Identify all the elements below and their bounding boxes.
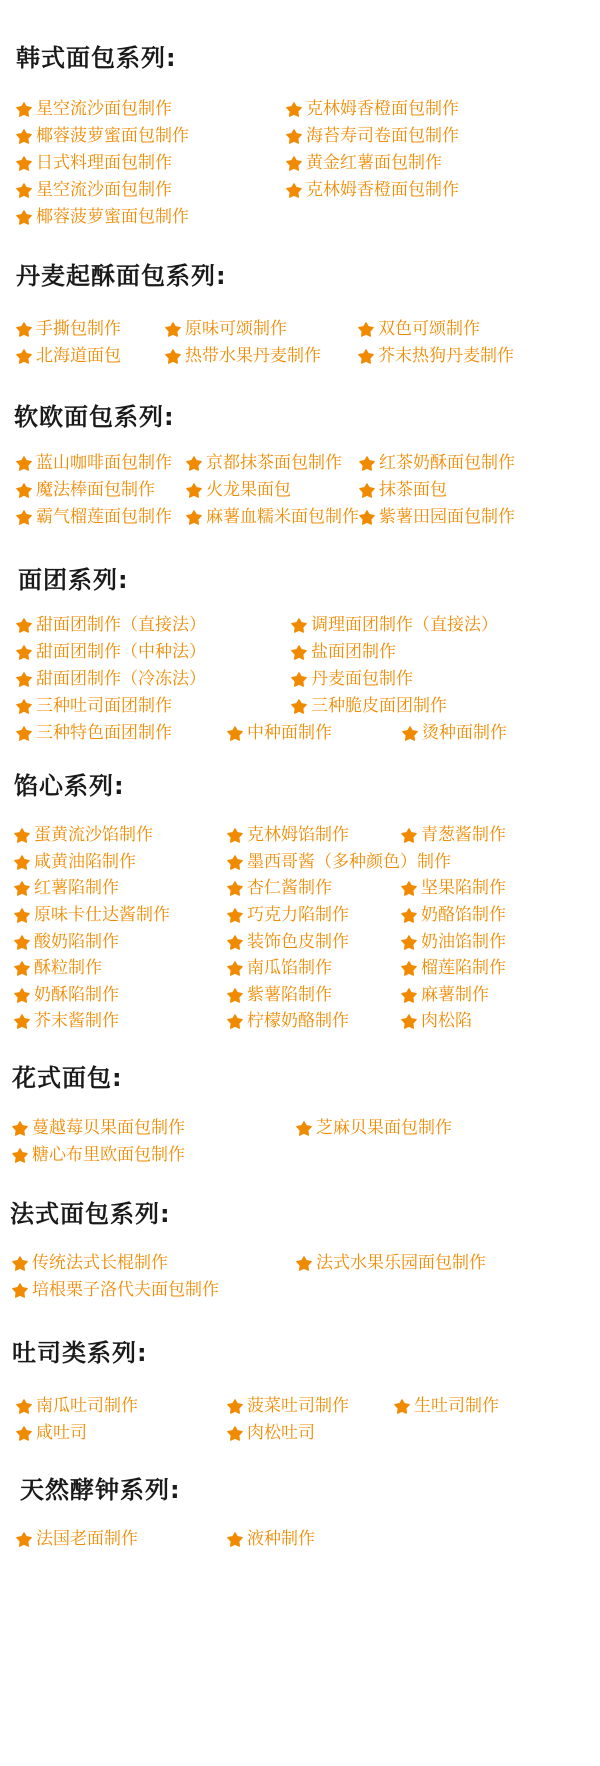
item-label: 麻薯血糯米面包制作 (206, 507, 359, 527)
star-icon (359, 456, 375, 471)
item-label: 克林姆香橙面包制作 (306, 180, 459, 200)
star-icon (165, 349, 181, 364)
star-icon (16, 483, 32, 498)
section-title-french-bread: 法式面包系列: (10, 1200, 171, 1228)
star-icon (286, 183, 302, 198)
list-item (16, 98, 172, 120)
star-icon (227, 1014, 243, 1029)
star-icon (401, 828, 417, 843)
star-icon (16, 510, 32, 525)
star-icon (291, 699, 307, 714)
item-label: 中种面制作 (247, 723, 332, 743)
item-label: 星空流沙面包制作 (36, 99, 172, 119)
item-label: 麻薯制作 (421, 985, 489, 1005)
star-icon (227, 828, 243, 843)
item-label: 魔法棒面包制作 (36, 480, 155, 500)
item-label: 红薯陷制作 (34, 878, 119, 898)
list-item (16, 479, 155, 501)
item-label: 生吐司制作 (414, 1396, 499, 1416)
list-item (12, 1252, 168, 1274)
item-label: 海苔寿司卷面包制作 (306, 126, 459, 146)
list-item (16, 345, 121, 367)
list-item (12, 1144, 185, 1166)
list-item (16, 125, 189, 147)
list-item (12, 1117, 185, 1139)
star-icon (16, 1426, 32, 1441)
list-item (16, 152, 172, 174)
item-label: 糖心布里欧面包制作 (32, 1145, 185, 1165)
list-item (291, 614, 498, 636)
list-item (286, 98, 459, 120)
item-label: 紫薯陷制作 (247, 985, 332, 1005)
item-label: 原味可颂制作 (185, 319, 287, 339)
star-icon (394, 1399, 410, 1414)
item-label: 奶油馅制作 (421, 932, 506, 952)
star-icon (16, 645, 32, 660)
list-item (16, 318, 121, 340)
list-item (186, 452, 342, 474)
star-icon (16, 672, 32, 687)
star-icon (286, 129, 302, 144)
list-item (14, 931, 119, 953)
section-title-danish-bread: 丹麦起酥面包系列: (16, 262, 227, 290)
star-icon (14, 908, 30, 923)
item-label: 双色可颂制作 (378, 319, 480, 339)
item-label: 三种特色面团制作 (36, 723, 172, 743)
list-item (227, 984, 332, 1006)
item-label: 装饰色皮制作 (247, 932, 349, 952)
list-item (16, 695, 172, 717)
star-icon (286, 156, 302, 171)
item-label: 盐面团制作 (311, 642, 396, 662)
item-label: 黄金红薯面包制作 (306, 153, 442, 173)
star-icon (186, 510, 202, 525)
list-item (186, 506, 359, 528)
item-label: 咸黄油陷制作 (34, 852, 136, 872)
list-item (14, 851, 136, 873)
star-icon (358, 322, 374, 337)
list-item (291, 695, 447, 717)
list-item (227, 1422, 315, 1444)
item-label: 咸吐司 (36, 1423, 87, 1443)
item-label: 甜面团制作（中种法） (36, 642, 206, 662)
list-item (291, 668, 413, 690)
item-label: 蛋黄流沙馅制作 (34, 825, 153, 845)
star-icon (296, 1121, 312, 1136)
star-icon (14, 1014, 30, 1029)
list-item (16, 452, 172, 474)
list-item (359, 479, 447, 501)
list-item (14, 824, 153, 846)
list-item (16, 1528, 138, 1550)
list-item (358, 318, 480, 340)
star-icon (401, 988, 417, 1003)
star-icon (402, 726, 418, 741)
star-icon (14, 935, 30, 950)
section-title-dough: 面团系列: (18, 566, 129, 594)
list-item (12, 1279, 219, 1301)
item-label: 芥末酱制作 (34, 1011, 119, 1031)
item-label: 榴莲陷制作 (421, 958, 506, 978)
item-label: 抹茶面包 (379, 480, 447, 500)
star-icon (227, 1532, 243, 1547)
item-label: 奶酥陷制作 (34, 985, 119, 1005)
star-icon (401, 935, 417, 950)
star-icon (16, 1399, 32, 1414)
star-icon (12, 1148, 28, 1163)
list-item (165, 345, 321, 367)
item-label: 烫种面制作 (422, 723, 507, 743)
list-item (296, 1252, 486, 1274)
list-item (401, 1010, 472, 1032)
star-icon (227, 1399, 243, 1414)
item-label: 法式水果乐园面包制作 (316, 1253, 486, 1273)
star-icon (16, 349, 32, 364)
star-icon (14, 828, 30, 843)
section-title-soft-european-bread: 软欧面包系列: (14, 403, 175, 431)
list-item (227, 877, 332, 899)
star-icon (227, 726, 243, 741)
list-item (401, 957, 506, 979)
star-icon (227, 855, 243, 870)
list-item (16, 1422, 87, 1444)
star-icon (16, 322, 32, 337)
list-item (286, 125, 459, 147)
star-icon (227, 935, 243, 950)
item-label: 酥粒制作 (34, 958, 102, 978)
list-item (227, 722, 332, 744)
item-label: 柠檬奶酪制作 (247, 1011, 349, 1031)
star-icon (291, 618, 307, 633)
item-label: 克林姆馅制作 (247, 825, 349, 845)
list-item (286, 152, 442, 174)
star-icon (227, 1426, 243, 1441)
star-icon (12, 1256, 28, 1271)
item-label: 巧克力陷制作 (247, 905, 349, 925)
item-label: 青葱酱制作 (421, 825, 506, 845)
star-icon (401, 1014, 417, 1029)
list-item (401, 931, 506, 953)
star-icon (401, 881, 417, 896)
item-label: 克林姆香橙面包制作 (306, 99, 459, 119)
star-icon (359, 483, 375, 498)
star-icon (358, 349, 374, 364)
item-label: 紫薯田园面包制作 (379, 507, 515, 527)
list-item (16, 722, 172, 744)
list-item (227, 931, 349, 953)
star-icon (16, 183, 32, 198)
item-label: 奶酪馅制作 (421, 905, 506, 925)
list-item (291, 641, 396, 663)
item-label: 三种脆皮面团制作 (311, 696, 447, 716)
list-item (227, 957, 332, 979)
list-item (14, 877, 119, 899)
star-icon (291, 672, 307, 687)
item-label: 红茶奶酥面包制作 (379, 453, 515, 473)
item-label: 肉松吐司 (247, 1423, 315, 1443)
item-label: 椰蓉菠萝蜜面包制作 (36, 126, 189, 146)
item-label: 芝麻贝果面包制作 (316, 1118, 452, 1138)
star-icon (12, 1121, 28, 1136)
star-icon (16, 210, 32, 225)
list-item (186, 479, 291, 501)
item-label: 日式料理面包制作 (36, 153, 172, 173)
star-icon (14, 961, 30, 976)
item-label: 酸奶陷制作 (34, 932, 119, 952)
list-item (165, 318, 287, 340)
star-icon (14, 881, 30, 896)
star-icon (227, 988, 243, 1003)
item-label: 芥末热狗丹麦制作 (378, 346, 514, 366)
list-item (402, 722, 507, 744)
star-icon (186, 483, 202, 498)
star-icon (16, 699, 32, 714)
list-item (16, 1395, 138, 1417)
star-icon (16, 102, 32, 117)
star-icon (14, 855, 30, 870)
list-item (16, 179, 172, 201)
list-item (227, 1528, 315, 1550)
list-item (16, 206, 189, 228)
star-icon (291, 645, 307, 660)
star-icon (286, 102, 302, 117)
list-item (401, 984, 489, 1006)
list-item (227, 1395, 349, 1417)
item-label: 甜面团制作（直接法） (36, 615, 206, 635)
item-label: 三种吐司面团制作 (36, 696, 172, 716)
star-icon (401, 908, 417, 923)
list-item (14, 1010, 119, 1032)
list-item (359, 506, 515, 528)
item-label: 丹麦面包制作 (311, 669, 413, 689)
list-item (227, 851, 451, 873)
list-item (286, 179, 459, 201)
section-title-fillings: 馅心系列: (14, 772, 125, 800)
list-item (227, 1010, 349, 1032)
list-item (227, 904, 349, 926)
item-label: 手撕包制作 (36, 319, 121, 339)
item-label: 热带水果丹麦制作 (185, 346, 321, 366)
item-label: 椰蓉菠萝蜜面包制作 (36, 207, 189, 227)
star-icon (296, 1256, 312, 1271)
list-item (16, 668, 206, 690)
item-label: 坚果陷制作 (421, 878, 506, 898)
section-title-toast: 吐司类系列: (12, 1339, 148, 1367)
star-icon (16, 726, 32, 741)
list-item (401, 824, 506, 846)
list-item (14, 904, 170, 926)
item-label: 南瓜馅制作 (247, 958, 332, 978)
section-title-natural-yeast: 天然酵钟系列: (20, 1476, 181, 1504)
star-icon (12, 1283, 28, 1298)
list-item (401, 904, 506, 926)
item-label: 传统法式长棍制作 (32, 1253, 168, 1273)
list-item (296, 1117, 452, 1139)
item-label: 法国老面制作 (36, 1529, 138, 1549)
item-label: 原味卡仕达酱制作 (34, 905, 170, 925)
list-item (401, 877, 506, 899)
star-icon (16, 456, 32, 471)
item-label: 墨西哥酱（多种颜色）制作 (247, 852, 451, 872)
list-item (16, 641, 206, 663)
item-label: 火龙果面包 (206, 480, 291, 500)
item-label: 南瓜吐司制作 (36, 1396, 138, 1416)
section-title-fancy-bread: 花式面包: (12, 1064, 123, 1092)
star-icon (227, 961, 243, 976)
item-label: 培根栗子洛代夫面包制作 (32, 1280, 219, 1300)
item-label: 甜面团制作（冷冻法） (36, 669, 206, 689)
list-item (394, 1395, 499, 1417)
item-label: 菠菜吐司制作 (247, 1396, 349, 1416)
item-label: 霸气榴莲面包制作 (36, 507, 172, 527)
list-item (16, 506, 172, 528)
star-icon (401, 961, 417, 976)
star-icon (165, 322, 181, 337)
star-icon (16, 618, 32, 633)
list-item (14, 984, 119, 1006)
star-icon (359, 510, 375, 525)
list-item (227, 824, 349, 846)
list-item (14, 957, 102, 979)
item-label: 液种制作 (247, 1529, 315, 1549)
star-icon (16, 1532, 32, 1547)
item-label: 蔓越莓贝果面包制作 (32, 1118, 185, 1138)
list-item (358, 345, 514, 367)
star-icon (186, 456, 202, 471)
item-label: 肉松陷 (421, 1011, 472, 1031)
star-icon (16, 129, 32, 144)
item-label: 调理面团制作（直接法） (311, 615, 498, 635)
item-label: 星空流沙面包制作 (36, 180, 172, 200)
list-item (16, 614, 206, 636)
list-item (359, 452, 515, 474)
star-icon (14, 988, 30, 1003)
star-icon (227, 908, 243, 923)
item-label: 杏仁酱制作 (247, 878, 332, 898)
item-label: 京都抹茶面包制作 (206, 453, 342, 473)
item-label: 蓝山咖啡面包制作 (36, 453, 172, 473)
star-icon (16, 156, 32, 171)
item-label: 北海道面包 (36, 346, 121, 366)
section-title-korean-bread: 韩式面包系列: (16, 44, 177, 72)
star-icon (227, 881, 243, 896)
